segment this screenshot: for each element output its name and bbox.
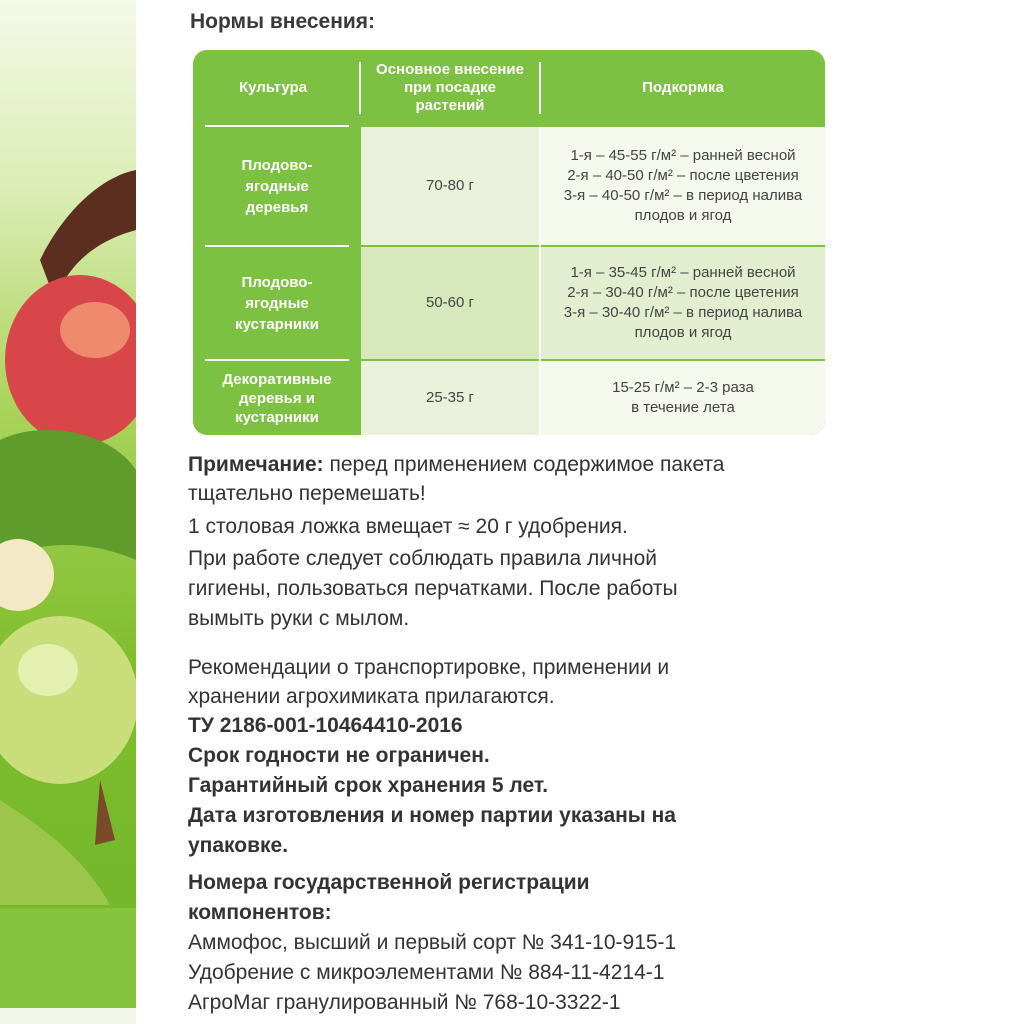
feeding-line: 2-я – 30-40 г/м² – после цветения <box>567 284 799 301</box>
note-line: вымыть руки с мылом. <box>188 607 410 630</box>
recommend-line: хранении агрохимиката прилагаются. <box>188 685 555 708</box>
note-line: тщательно перемешать! <box>188 482 426 505</box>
feeding-line: 3-я – 40-50 г/м² – в период налива <box>563 187 803 204</box>
note-line: При работе следует соблюдать правила личной <box>188 547 657 570</box>
column-divider <box>539 127 541 435</box>
section-heading: Нормы внесения: <box>190 10 376 33</box>
recommend-line: Рекомендации о транспортировке, применении и <box>188 656 670 679</box>
row-main-rate: 25-35 г <box>361 361 539 435</box>
feeding-line: в течение лета <box>631 399 735 416</box>
feeding-line: 3-я – 30-40 г/м² – в период налива <box>563 304 803 321</box>
row-feeding <box>541 247 825 359</box>
header-feeding: Подкормка <box>642 78 724 96</box>
note-line: 1 столовая ложка вмещает ≈ 20 г удобрения. <box>188 515 628 538</box>
note-text: перед применением содержимое пакета <box>323 453 725 476</box>
date-note: Дата изготовления и номер партии указаны на <box>188 804 676 827</box>
green-band <box>0 908 136 1008</box>
header-main: Основное внесение при посадке растений <box>376 60 524 114</box>
row-feeding <box>541 361 825 435</box>
feeding-line: плодов и ягод <box>634 324 732 341</box>
row-culture: Плодово-ягодные деревья <box>241 156 313 216</box>
registration-heading: компонентов: <box>188 901 332 924</box>
feeding-line: 2-я – 40-50 г/м² – после цветения <box>567 167 799 184</box>
tu-code: ТУ 2186-001-10464410-2016 <box>188 714 463 737</box>
feeding-line: 15-25 г/м² – 2-3 раза <box>612 379 754 396</box>
registration-heading: Номера государственной регистрации <box>188 871 590 894</box>
shelf-life: Срок годности не ограничен. <box>188 744 490 767</box>
component-item: АгроМаг гранулированный № 768-10-3322-1 <box>188 991 621 1014</box>
note-line <box>188 450 725 479</box>
row-main-rate: 70-80 г <box>361 127 539 245</box>
date-note: упаковке. <box>188 834 289 857</box>
row-culture: Плодово-ягодные кустарники <box>235 273 319 333</box>
warranty: Гарантийный срок хранения 5 лет. <box>188 774 549 797</box>
row-culture: Декоративные деревья и кустарники <box>222 370 332 426</box>
strip-bottom <box>0 1008 136 1024</box>
note-label: Примечание: <box>188 453 324 476</box>
application-rates-table <box>193 50 825 435</box>
decorative-fruit-strip <box>0 0 136 1024</box>
component-item: Аммофос, высший и первый сорт № 341-10-915-1 <box>188 931 677 954</box>
header-culture: Культура <box>238 78 308 96</box>
feeding-line: 1-я – 35-45 г/м² – ранней весной <box>570 264 796 281</box>
feeding-line: 1-я – 45-55 г/м² – ранней весной <box>570 147 796 164</box>
feeding-line: плодов и ягод <box>634 207 732 224</box>
component-item: Удобрение с микроэлементами № 884-11-4214-1 <box>188 961 665 984</box>
row-feeding <box>541 127 825 245</box>
fruit-illustration <box>0 0 136 910</box>
note-line: гигиены, пользоваться перчатками. После работы <box>188 577 678 600</box>
row-main-rate: 50-60 г <box>361 247 539 359</box>
